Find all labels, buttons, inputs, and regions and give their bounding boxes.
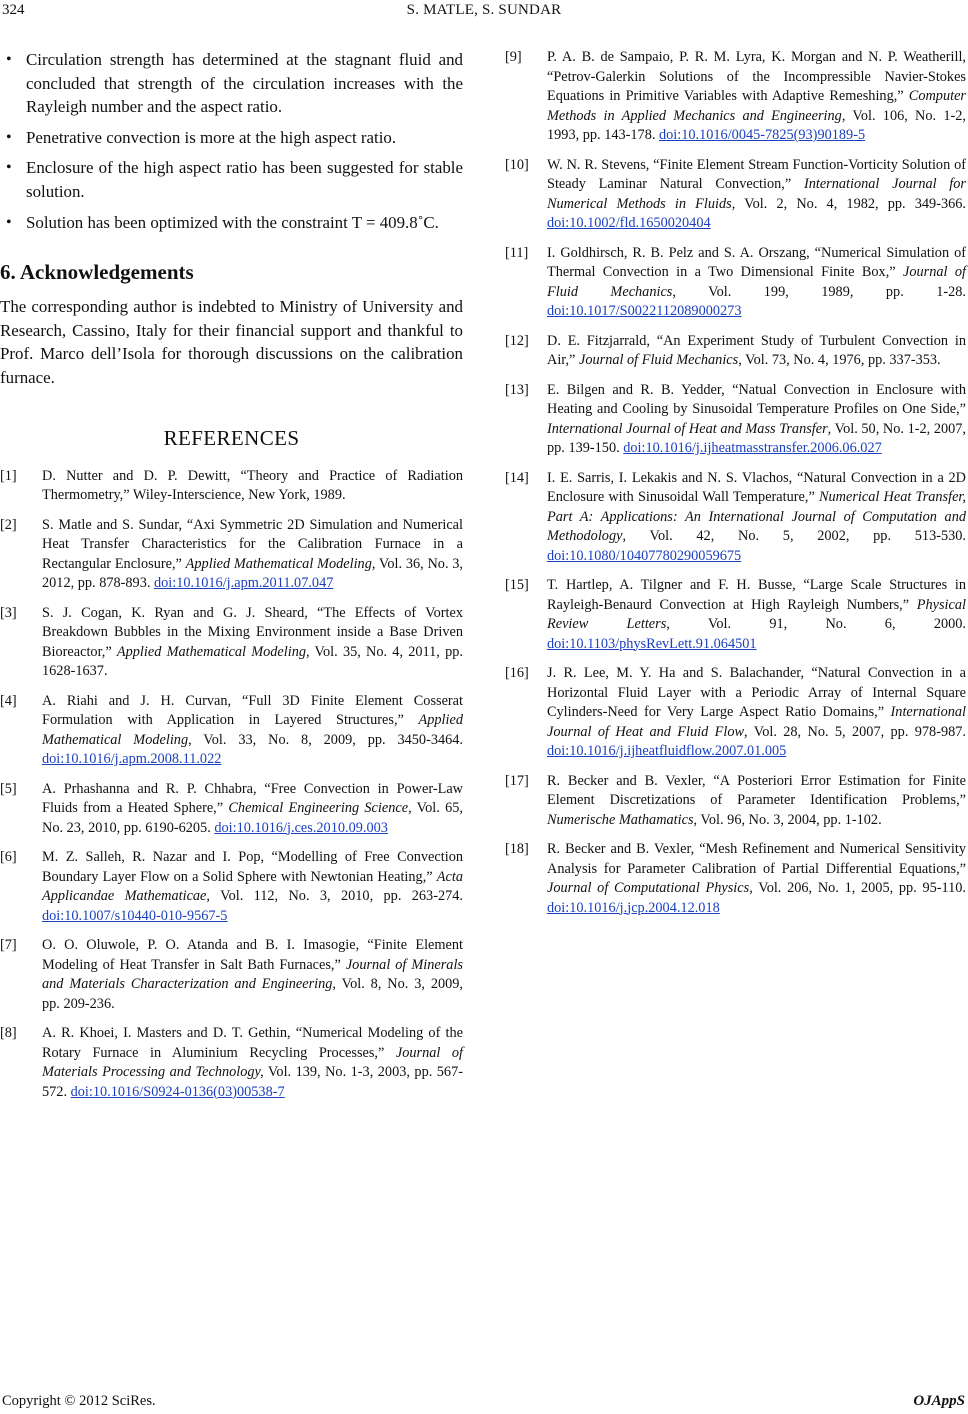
reference-journal: Physical Review Letters [547, 596, 966, 632]
page-header [0, 0, 968, 26]
reference-text: T. Hartlep, A. Tilgner and F. H. Busse, “Large Scale Structures in Rayleigh-Benaurd Convection at High Rayleigh Numbers,” [547, 577, 966, 613]
references-heading: REFERENCES [163, 425, 300, 450]
reference-details: , Vol. 28, No. 5, 2007, pp. 978-987. [744, 723, 966, 740]
reference-item [0, 604, 463, 682]
reference-number: [12] [505, 332, 529, 349]
reference-text: O. O. Oluwole, P. O. Atanda and B. I. Imasogie, “Finite Element Modeling of Heat Transfer in Salt Bath Furnaces,” [42, 937, 463, 973]
reference-number: [5] [0, 780, 17, 797]
reference-list-left [0, 467, 463, 1103]
reference-journal: Applied Mathematical Modeling [185, 555, 372, 572]
reference-text: A. Riahi and J. H. Curvan, “Full 3D Finite Element Cosserat Formulation with Application in Layered Structures,” [42, 692, 463, 729]
reference-item [0, 1024, 463, 1102]
reference-journal: Acta Applicandae Mathematicae [42, 868, 463, 905]
reference-journal: Applied Mathematical Modeling [116, 643, 307, 660]
doi-link[interactable]: doi:10.1016/j.ijheatmasstransfer.2006.06.027 [623, 440, 882, 456]
reference-item [505, 664, 966, 762]
reference-text: I. Goldhirsch, R. B. Pelz and S. A. Orszang, “Numerical Simulation of Thermal Convection in a Two Dimensional Finite Box,” [547, 244, 966, 280]
reference-details: , Vol. 8, No. 3, 2009, pp. 209-236. [42, 976, 463, 1012]
reference-number: [13] [505, 381, 529, 398]
reference-item [505, 156, 966, 234]
reference-item [0, 467, 463, 506]
acknowledgements-text: The corresponding author is indebted to Ministry of University and Research, Cassino, Italy for their financial support and thankful to Prof. Marco dell’Isola for thorough discussions on the calibration furnace. [0, 297, 463, 387]
reference-number: [17] [505, 772, 529, 789]
reference-details: , Vol. 2, No. 4, 1982, pp. 349-366. [731, 195, 966, 212]
doi-link[interactable]: doi:10.1002/fld.1650020404 [547, 215, 711, 231]
reference-number: [1] [0, 467, 17, 484]
reference-text: E. Bilgen and R. B. Yedder, “Natual Convection in Enclosure with Heating and Cooling by Sinusoidal Temperature Profiles on One Side,” [547, 381, 966, 417]
reference-item [505, 381, 966, 459]
reference-item [505, 576, 966, 654]
reference-number: [3] [0, 604, 17, 621]
reference-text: J. R. Lee, M. Y. Ha and S. Balachander, “Natural Convection in a Horizontal Fluid Layer with a Periodic Array of Internal Square Cylinders-Need for Very Large Aspect Ratio Domains,” [547, 665, 966, 720]
conclusion-bullet: • Circulation strength has determined at the stagnant fluid and concluded that strength of the circulation increases with the Rayleigh number and the aspect ratio. [0, 48, 463, 119]
reference-number: [14] [505, 469, 529, 486]
reference-text: A. R. Khoei, I. Masters and D. T. Gethin, “Numerical Modeling of the Rotary Furnace in Aluminium Recycling Processes,” [42, 1025, 463, 1061]
reference-details: , Vol. 42, No. 5, 2002, pp. 513-530. [622, 528, 966, 544]
reference-text: P. A. B. de Sampaio, P. R. M. Lyra, K. Morgan and N. P. Weatherill, “Petrov-Galerkin Solutions of the Incompressible Navier-Stokes Equations in Primitive Variables with Adaptive Remeshing,” [547, 49, 966, 104]
doi-link[interactable]: doi:10.1017/S0022112089000273 [547, 303, 742, 319]
reference-text: R. Becker and B. Vexler, “A Posteriori Error Estimation for Finite Element Discretizations of Parameter Identification Problems,” [547, 772, 966, 808]
right-column [505, 48, 966, 928]
conclusion-bullet: • Penetrative convection is more at the high aspect ratio. [0, 126, 463, 150]
reference-item [0, 848, 463, 926]
reference-journal: Journal of Fluid Mechanics [578, 352, 739, 368]
conclusion-bullet: • Solution has been optimized with the constraint T = 409.8˚C. [0, 211, 463, 235]
reference-item [505, 244, 966, 322]
reference-details: , Vol. 91, No. 6, 2000. [666, 616, 966, 632]
running-head: S. MATLE, S. SUNDAR [406, 2, 562, 18]
reference-text: D. Nutter and D. P. Dewitt, “Theory and Practice of Radiation Thermometry,” Wiley-Interscience, New York, 1989. [42, 467, 463, 504]
reference-text: S. Matle and S. Sundar, “Axi Symmetric 2D Simulation and Numerical Heat Transfer Characteristics for the Calibration Furnace in a Rectangular Enclosure,” [42, 516, 463, 572]
doi-link[interactable]: doi:10.1016/j.apm.2011.07.047 [154, 575, 334, 592]
reference-item [0, 516, 463, 594]
page-number: 324 [2, 2, 25, 18]
doi-link[interactable]: doi:10.1080/10407780290059675 [547, 547, 742, 564]
reference-number: [16] [505, 665, 529, 681]
reference-item [505, 332, 966, 371]
reference-journal: International Journal for Numerical Methods in Fluids [547, 176, 966, 212]
reference-list-right [505, 48, 966, 918]
reference-item [505, 48, 966, 146]
reference-text: M. Z. Salleh, R. Nazar and I. Pop, “Modelling of Free Convection Boundary Layer Flow on a Solid Sphere with Newtonian Heating,” [42, 849, 463, 885]
reference-details: , Vol. 50, No. 1-2, 2007, pp. 139-150. [547, 420, 966, 456]
reference-journal: International Journal of Heat and Fluid Flow [547, 704, 966, 740]
reference-journal: Journal of Materials Processing and Technology, [42, 1044, 464, 1081]
conclusion-bullet: • Enclosure of the high aspect ratio has been suggested for stable solution. [0, 156, 463, 203]
reference-details: , Vol. 206, No. 1, 2005, pp. 95-110. [749, 880, 967, 896]
reference-number: [4] [0, 692, 17, 709]
reference-item [0, 692, 463, 770]
reference-number: [10] [505, 156, 529, 173]
reference-journal: Computer Methods in Applied Mechanics and Engineering [547, 88, 966, 124]
reference-journal: Journal of Minerals and Materials Characterization and Engineering [42, 956, 463, 993]
reference-text: W. N. R. Stevens, “Finite Element Stream Function-Vorticity Solution of Steady Laminar Natural Convection,” [547, 156, 966, 192]
reference-number: [11] [505, 244, 529, 261]
reference-details: , Vol. 73, No. 4, 1976, pp. 337-353. [738, 352, 941, 368]
reference-details: , Vol. 33, No. 8, 2009, pp. 3450-3464. [188, 731, 463, 748]
reference-details: , Vol. 106, No. 1-2, 1993, pp. 143-178. [547, 107, 966, 143]
reference-item [505, 469, 966, 567]
reference-number: [9] [505, 49, 522, 65]
acknowledgements-heading: 6. Acknowledgements [0, 260, 194, 285]
doi-link[interactable]: doi:10.1007/s10440-010-9567-5 [42, 907, 228, 924]
reference-text: R. Becker and B. Vexler, “Mesh Refinement and Numerical Sensitivity Analysis for Parameter Calibration of Partial Differential Equations,” [547, 841, 966, 877]
reference-number: [8] [0, 1025, 17, 1042]
reference-text: A. Prhashanna and R. P. Chhabra, “Free Convection in Power-Law Fluids from a Heated Sphere,” [42, 780, 463, 817]
reference-text: I. E. Sarris, I. Lekakis and N. S. Vlachos, “Natural Convection in a 2D Enclosure with Sinusoidal Wall Temperature,” [547, 469, 966, 505]
doi-link[interactable]: doi:10.1016/S0924-0136(03)00538-7 [70, 1083, 285, 1100]
reference-number: [7] [0, 937, 17, 954]
doi-link[interactable]: doi:10.1016/j.apm.2008.11.022 [42, 751, 222, 768]
reference-details: , Vol. 36, No. 3, 2012, pp. 878-893. [42, 555, 464, 592]
reference-details: Vol. 139, No. 1-3, 2003, pp. 567-572. [42, 1064, 463, 1100]
reference-item [505, 772, 966, 831]
reference-item [505, 840, 966, 918]
reference-item [0, 780, 463, 839]
reference-details: , Vol. 199, 1989, pp. 1-28. [672, 283, 967, 300]
copyright-notice: Copyright © 2012 SciRes. [2, 1393, 156, 1409]
doi-link[interactable]: doi:10.1103/physRevLett.91.064501 [547, 635, 757, 652]
reference-journal: International Journal of Heat and Mass Transfer [547, 420, 828, 437]
reference-text: S. J. Cogan, K. Ryan and G. J. Sheard, “The Effects of Vortex Breakdown Bubbles in the Mixing Environment inside a Base Driven Bioreactor,” [42, 604, 463, 660]
reference-journal: Journal of Fluid Mechanics [547, 264, 966, 300]
reference-journal: Numerical Heat Transfer, Part A: Applications: An International Journal of Computation and Methodology [547, 489, 966, 544]
doi-link[interactable]: doi:10.1016/0045-7825(93)90189-5 [659, 127, 866, 143]
reference-text: D. E. Fitzjarrald, “An Experiment Study of Turbulent Convection in Air,” [547, 332, 966, 368]
doi-link[interactable]: doi:10.1016/j.jcp.2004.12.018 [547, 899, 720, 916]
reference-journal: Journal of Computational Physics [547, 880, 750, 896]
journal-abbreviation: OJAppS [913, 1393, 965, 1409]
reference-number: [6] [0, 849, 17, 866]
reference-details: , Vol. 96, No. 3, 2004, pp. 1-102. [693, 811, 882, 828]
reference-number: [15] [505, 577, 529, 593]
reference-journal: Chemical Engineering Science [228, 800, 409, 817]
reference-item [0, 936, 463, 1014]
reference-journal: Applied Mathematical Modeling [42, 712, 463, 748]
reference-number: [18] [505, 841, 529, 857]
reference-journal: Numerische Mathamatics [547, 811, 694, 828]
reference-details: , Vol. 35, No. 4, 2011, pp. 1628-1637. [42, 643, 463, 680]
doi-link[interactable]: doi:10.1016/j.ces.2010.09.003 [214, 819, 388, 836]
reference-details: , Vol. 65, No. 23, 2010, pp. 6190-6205. [42, 800, 463, 836]
reference-details: , Vol. 112, No. 3, 2010, pp. 263-274. [206, 888, 463, 905]
left-column [0, 48, 463, 1112]
reference-number: [2] [0, 516, 17, 533]
doi-link[interactable]: doi:10.1016/j.ijheatfluidflow.2007.01.005 [547, 743, 787, 759]
